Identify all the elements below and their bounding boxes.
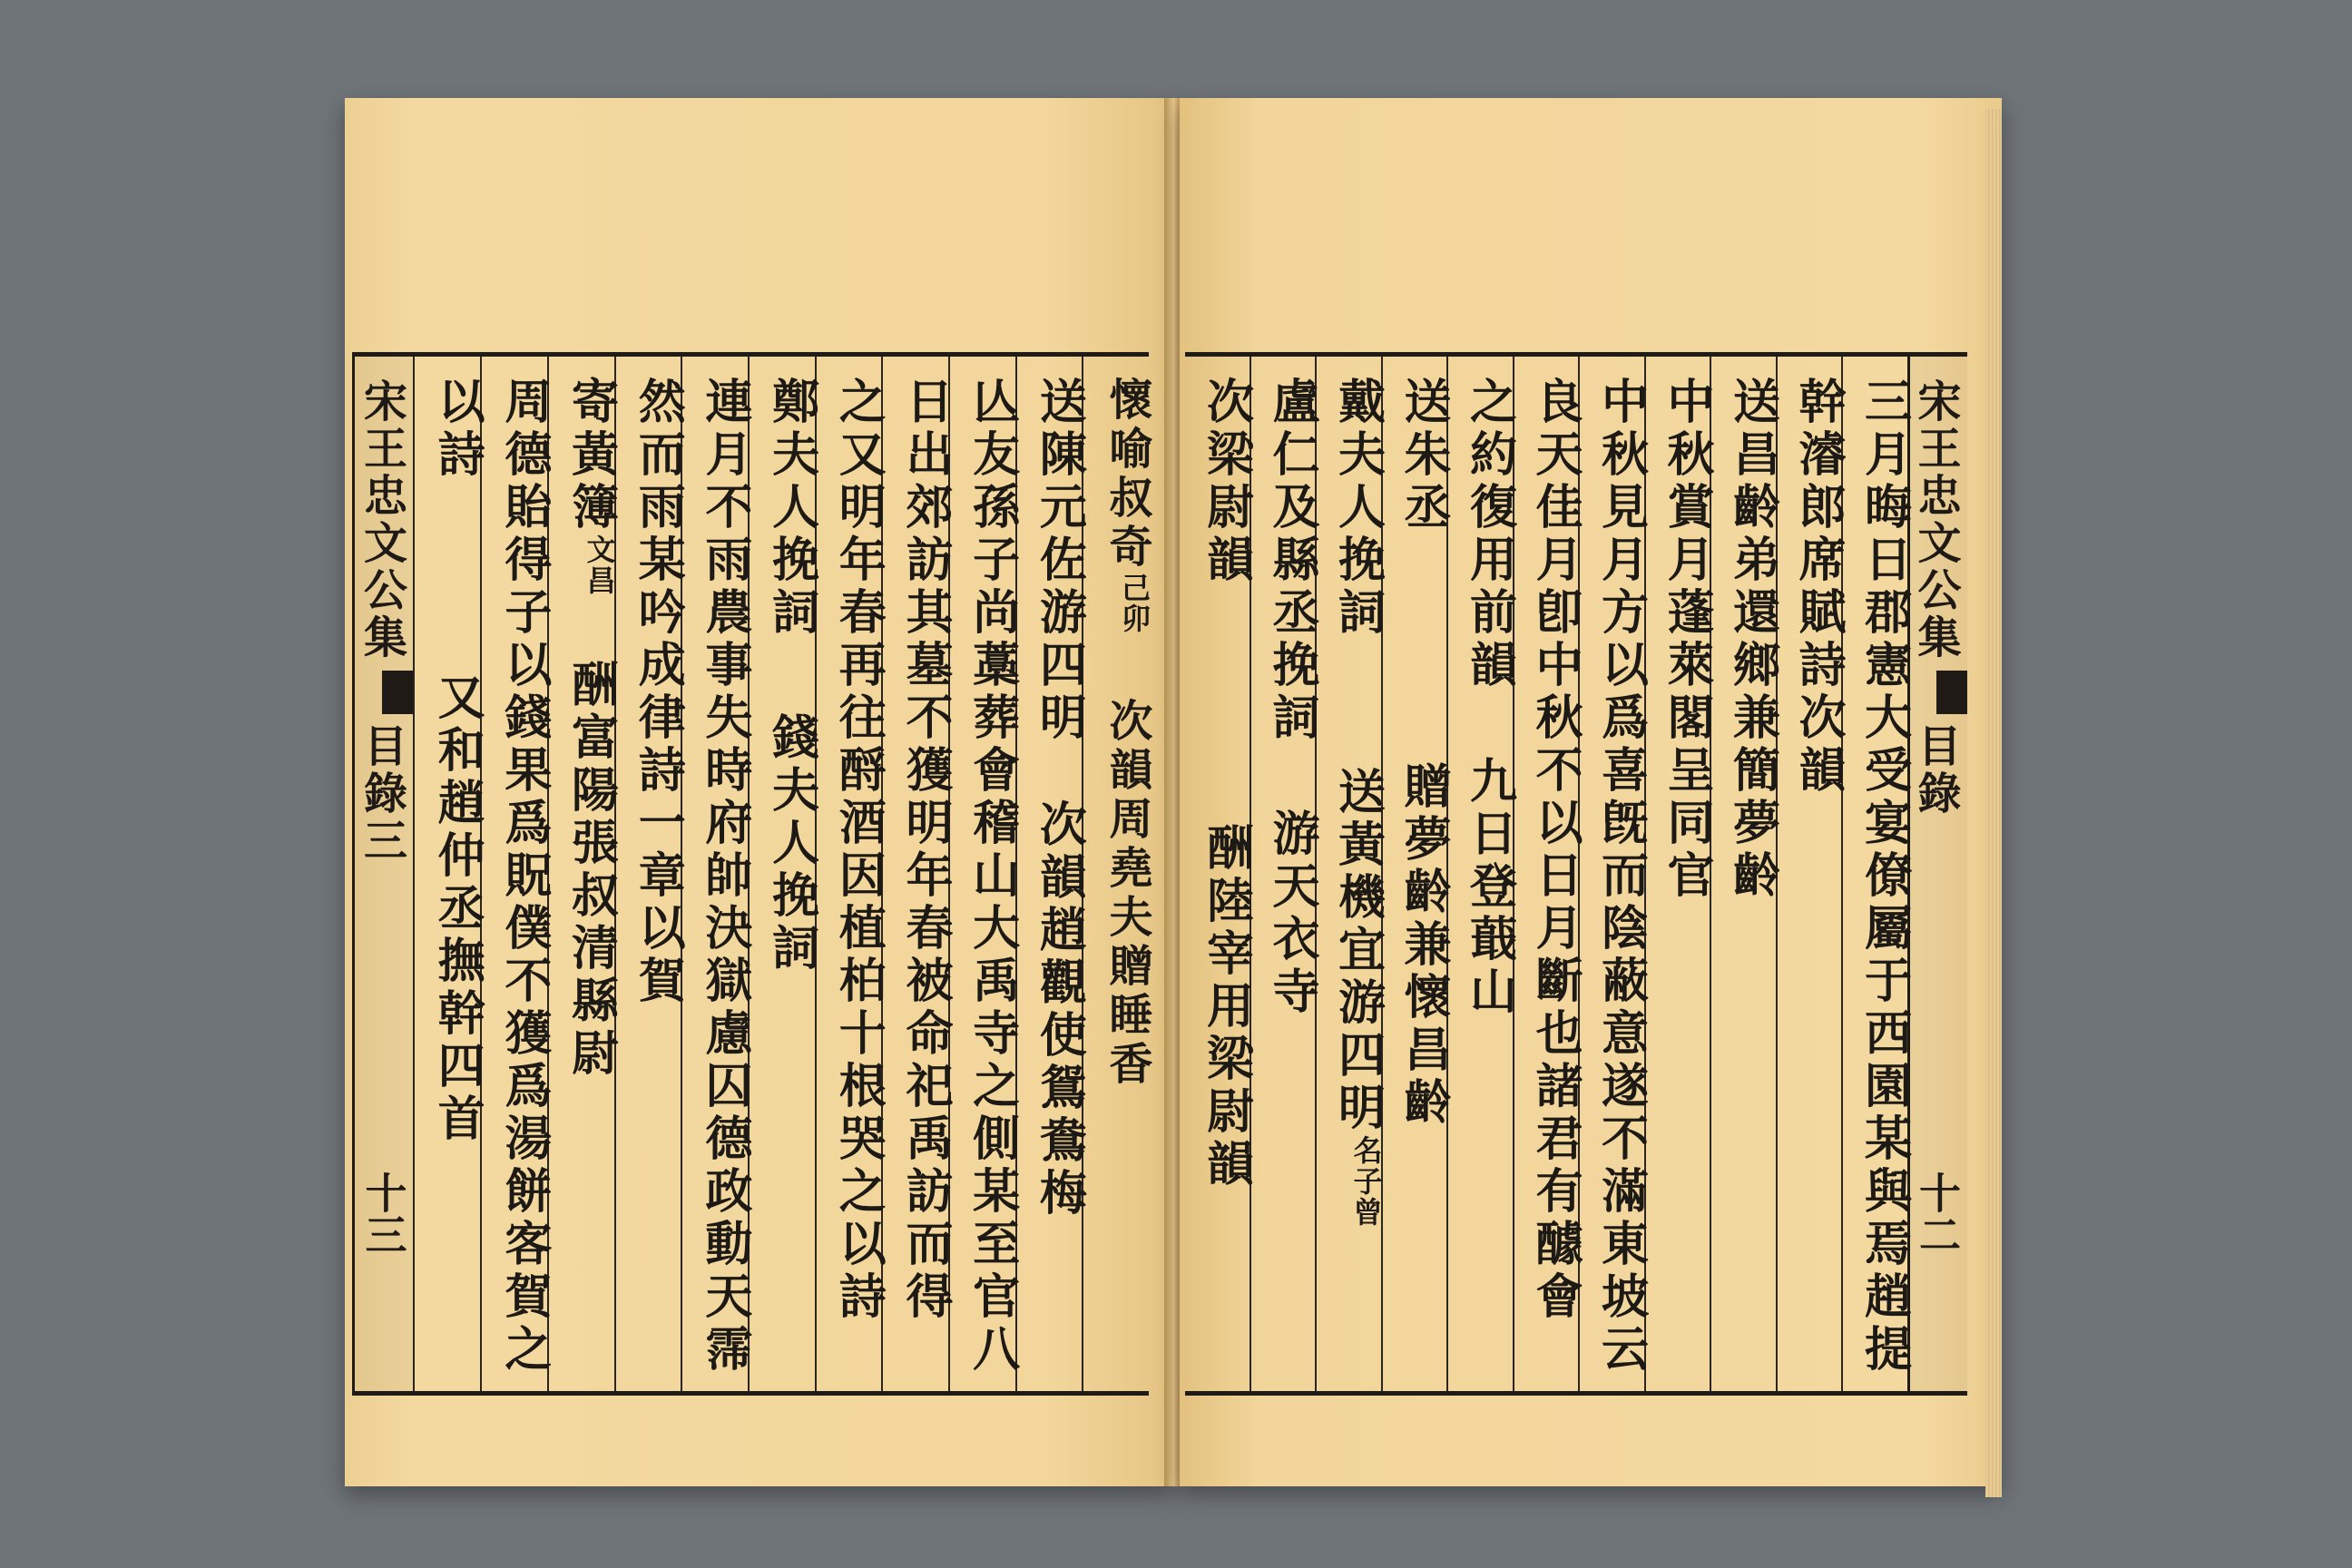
column-text: 中秋賞月蓬萊閣呈同官 bbox=[1659, 377, 1715, 903]
column-text: 亾友孫子尚藁葬會稽山大禹寺之側某至官八 bbox=[964, 377, 1020, 1377]
text-column bbox=[1185, 357, 1254, 1391]
column-second-entry: 九日登蕺山 bbox=[1461, 756, 1517, 1019]
section-title: 目錄 bbox=[1910, 723, 1961, 818]
section-title: 目錄三 bbox=[356, 723, 407, 865]
column-second-entry: 又和趙仲丞撫幹四首 bbox=[429, 672, 485, 1146]
text-column bbox=[1250, 357, 1320, 1391]
column-text: 周德貽得子以錢果爲貺僕不獲爲湯餅客賀之 bbox=[495, 377, 552, 1377]
text-column bbox=[1841, 357, 1912, 1391]
text-column bbox=[1446, 357, 1517, 1391]
text-column bbox=[948, 357, 1020, 1391]
column-second-entry: 錢夫人挽詞 bbox=[763, 712, 819, 975]
left-page bbox=[345, 98, 1172, 1486]
text-column bbox=[1315, 357, 1386, 1391]
folio-number: 十三 bbox=[358, 1171, 408, 1255]
column-second-entry: 送黃機宜游四明 bbox=[1329, 767, 1386, 1135]
column-note: 文昌 bbox=[582, 534, 617, 596]
text-column bbox=[815, 357, 887, 1391]
column-text: 日出郊訪其墓不獲明年春被命祀禹訪而得 bbox=[897, 377, 953, 1324]
column-text: 以詩 bbox=[429, 377, 485, 482]
column-text: 幹濬郎席賦詩次韻 bbox=[1790, 377, 1847, 798]
fishtail-mark-icon bbox=[1936, 671, 1967, 714]
column-text: 連月不雨農事失時府帥決獄慮囚德政動天霈 bbox=[696, 377, 752, 1377]
column-text: 寄黃簿 bbox=[563, 377, 619, 534]
column-text: 戴夫人挽詞 bbox=[1329, 377, 1386, 640]
book-title: 宋王忠文公集 bbox=[1910, 378, 1961, 662]
column-text: 盧仁及縣丞挽詞 bbox=[1264, 377, 1320, 745]
column-text: 懷喻叔奇 bbox=[1102, 377, 1152, 573]
spine-column bbox=[352, 357, 414, 1391]
fishtail-mark-icon bbox=[382, 671, 413, 714]
left-page-columns bbox=[352, 357, 1152, 1391]
column-second-entry: 次韻周堯夫贈睡香 bbox=[1102, 698, 1152, 1090]
page-edges bbox=[1985, 109, 2002, 1497]
folio-number: 十二 bbox=[1913, 1171, 1962, 1255]
column-text: 中秋見月方以爲喜旣而陰蔽意遂不滿東坡云 bbox=[1592, 377, 1649, 1377]
column-text: 之約復用前韻 bbox=[1461, 377, 1517, 692]
text-column bbox=[1513, 357, 1583, 1391]
left-page-frame bbox=[352, 352, 1152, 1396]
text-column bbox=[547, 357, 619, 1391]
column-text: 送陳元佐游四明 bbox=[1031, 377, 1087, 745]
column-text: 之又明年春再往酹酒因植柏十根哭之以詩 bbox=[830, 377, 887, 1324]
text-column bbox=[681, 357, 752, 1391]
text-column bbox=[480, 357, 552, 1391]
column-text: 送昌齡弟還鄉兼簡夢齡 bbox=[1724, 377, 1780, 903]
column-second-entry: 游天衣寺 bbox=[1264, 808, 1320, 1019]
text-column bbox=[1578, 357, 1649, 1391]
column-note: 己卯 bbox=[1117, 573, 1152, 634]
text-column bbox=[1776, 357, 1847, 1391]
text-column bbox=[1644, 357, 1715, 1391]
book-title: 宋王忠文公集 bbox=[356, 378, 407, 662]
text-column bbox=[748, 357, 819, 1391]
text-column bbox=[614, 357, 686, 1391]
text-column bbox=[1015, 357, 1087, 1391]
column-text: 送朱丞 bbox=[1396, 377, 1452, 534]
column-text: 三月晦日郡憲大受宴僚屬于西園某與焉趙提 bbox=[1856, 377, 1912, 1377]
column-note: 名子曾 bbox=[1348, 1135, 1384, 1228]
right-page bbox=[1180, 98, 2002, 1486]
column-second-entry: 贈夢齡兼懷昌齡 bbox=[1396, 761, 1452, 1130]
text-column bbox=[1082, 357, 1152, 1391]
open-book bbox=[345, 98, 2011, 1497]
column-second-entry: 次韻趙觀使鴛鴦梅 bbox=[1031, 799, 1087, 1220]
column-text: 次梁尉韻 bbox=[1198, 377, 1254, 587]
column-text: 然而雨某吟成律詩一章以賀 bbox=[630, 377, 686, 1008]
right-page-columns bbox=[1185, 357, 1967, 1391]
text-column bbox=[413, 357, 485, 1391]
column-text: 良天佳月卽中秋不以日月斷也諸君有醵會 bbox=[1527, 377, 1583, 1324]
text-column bbox=[1710, 357, 1780, 1391]
text-column bbox=[1381, 357, 1452, 1391]
column-second-entry: 酬陸宰用梁尉韻 bbox=[1198, 823, 1254, 1191]
spine-column bbox=[1907, 357, 1967, 1391]
text-column bbox=[881, 357, 953, 1391]
right-page-frame bbox=[1185, 352, 1967, 1396]
column-text: 鄭夫人挽詞 bbox=[763, 377, 819, 640]
column-second-entry: 酬富陽張叔清縣尉 bbox=[563, 660, 619, 1081]
